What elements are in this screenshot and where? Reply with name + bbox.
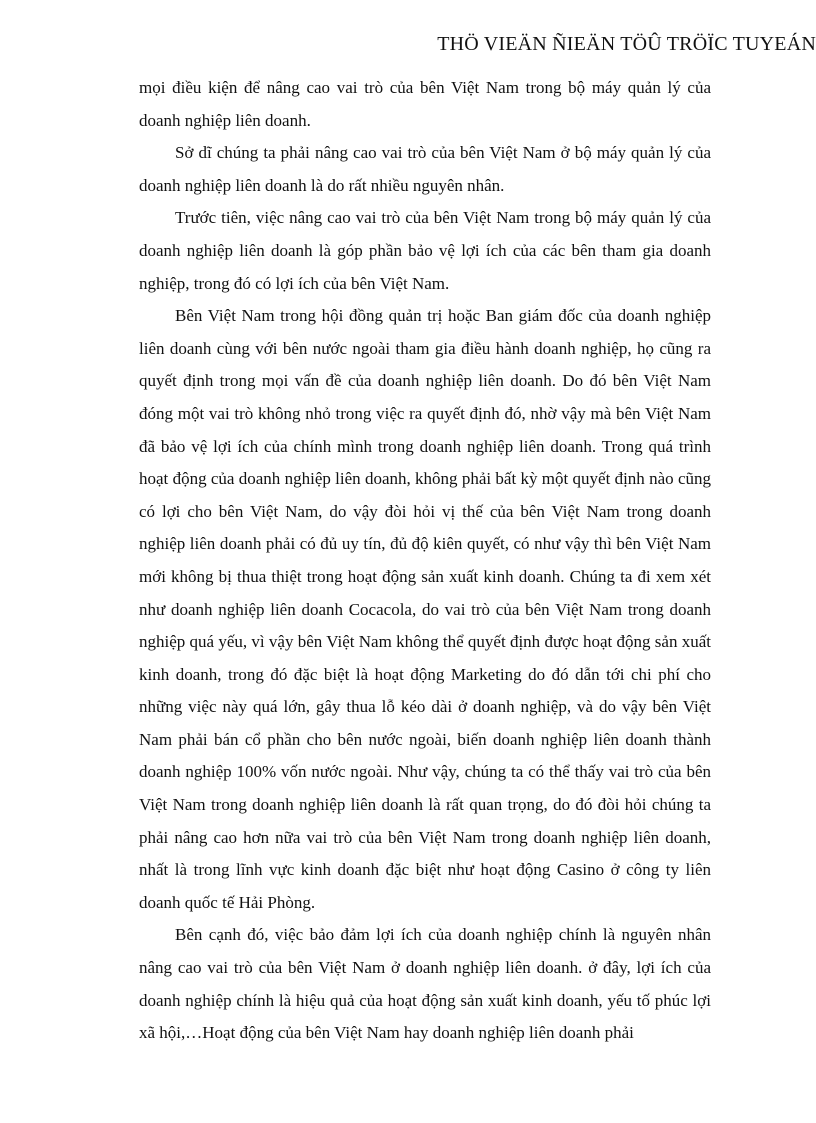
paragraph-5: Bên cạnh đó, việc bảo đảm lợi ích của doanh nghiệp chính là nguyên nhân nâng cao vai trò của bên Việt Nam ở doanh nghiệp liên doanh. ở đây, lợi ích của doanh nghiệp chính là hiệu quả của hoạt động sản xuất kinh doanh, yếu tố phúc lợi xã hội,…Hoạt động của bên Việt Nam hay doanh nghiệp liên doanh phải xyxy=(139,925,711,1043)
paragraph-3: Trước tiên, việc nâng cao vai trò của bên Việt Nam trong bộ máy quản lý của doanh nghiệp liên doanh là góp phần bảo vệ lợi ích của các bên tham gia doanh nghiệp, trong đó có lợi ích của bên Việt Nam. xyxy=(139,208,711,293)
page-header-title: THÖ VIEÄN ÑIEÄN TÖÛ TRÖÏC TUYEÁN xyxy=(437,33,816,55)
paragraph-4: Bên Việt Nam trong hội đồng quản trị hoặc Ban giám đốc của doanh nghiệp liên doanh cùng với bên nước ngoài tham gia điều hành doanh nghiệp, họ cũng ra quyết định trong mọi vấn đề của doanh nghiệp liên doanh. Do đó bên Việt Nam đóng một vai trò không nhỏ trong việc ra quyết định đó, nhờ vậy mà bên Việt Nam đã bảo vệ lợi ích của chính mình trong doanh nghiệp liên doanh. Trong quá trình hoạt động của doanh nghiệp liên doanh, không phải bất kỳ một quyết định nào cũng có lợi cho bên Việt Nam, do vậy đòi hỏi vị thế của bên Việt Nam trong doanh nghiệp liên doanh phải có đủ uy tín, đủ độ kiên quyết, có như vậy thì bên Việt Nam mới không bị thua thiệt trong hoạt động sản xuất kinh doanh. Chúng ta đi xem xét như doanh nghiệp liên doanh Cocacola, do vai trò của bên Việt Nam trong doanh nghiệp quá yếu, vì vậy bên Việt Nam không thể quyết định được hoạt động sản xuất kinh doanh, trong đó đặc biệt là hoạt động Marketing do đó dẫn tới chi phí cho những việc này quá lớn, gây thua lỗ kéo dài ở doanh nghiệp, và do vậy bên Việt Nam phải bán cổ phần cho bên nước ngoài, biến doanh nghiệp liên doanh thành doanh nghiệp 100% vốn nước ngoài. Như vậy, chúng ta có thể thấy vai trò của bên Việt Nam trong doanh nghiệp liên doanh là rất quan trọng, do đó đòi hỏi chúng ta phải nâng cao hơn nữa vai trò của bên Việt Nam trong doanh nghiệp liên doanh, nhất là trong lĩnh vực kinh doanh đặc biệt như hoạt động Casino ở công ty liên doanh quốc tế Hải Phòng. xyxy=(139,306,711,912)
document-body xyxy=(139,72,711,1050)
paragraph-2: Sở dĩ chúng ta phải nâng cao vai trò của bên Việt Nam ở bộ máy quản lý của doanh nghiệp liên doanh là do rất nhiều nguyên nhân. xyxy=(139,143,711,195)
paragraph-1: mọi điều kiện để nâng cao vai trò của bên Việt Nam trong bộ máy quản lý của doanh nghiệp liên doanh. xyxy=(139,78,711,130)
